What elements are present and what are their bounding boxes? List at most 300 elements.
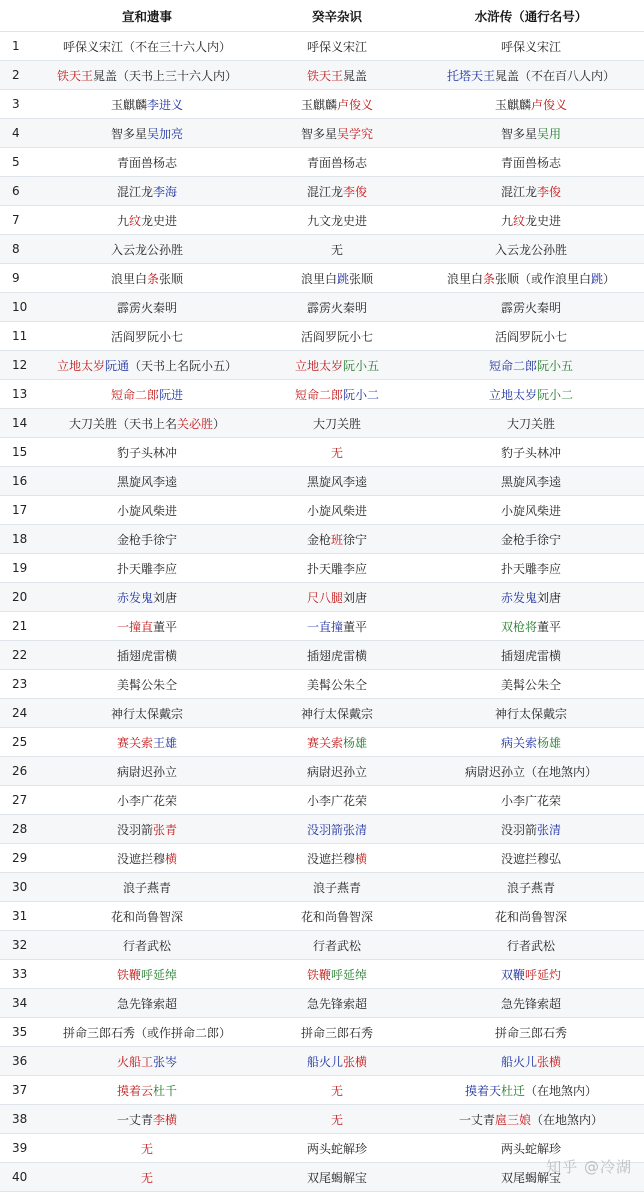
name-segment: 花和尚鲁智深 — [110, 909, 183, 924]
highlighted-name-segment: 铁鞭 — [116, 967, 141, 982]
name-segment: 徐宁 — [343, 532, 368, 547]
row-index: 15 — [12, 445, 28, 459]
table-row — [0, 989, 644, 1018]
table-row — [0, 960, 644, 989]
name-segment: 智多星 — [500, 126, 537, 141]
table-row — [0, 293, 644, 322]
table-row — [0, 670, 644, 699]
row-index: 8 — [12, 242, 20, 256]
cell-shuihu-zhuan — [418, 473, 644, 490]
row-index: 1 — [12, 39, 20, 53]
name-segment: 刘唐 — [537, 590, 562, 605]
row-index: 19 — [12, 561, 28, 575]
cell-shuihu-zhuan — [418, 966, 644, 983]
name-segment: 无 — [330, 242, 343, 257]
cell-xuanhe-yishi — [38, 937, 256, 954]
cell-xuanhe-yishi — [38, 415, 256, 432]
name-segment: （不在三十六人内） — [123, 39, 232, 54]
name-segment: 大刀关胜（天书上名 — [68, 416, 177, 431]
header-shuihu-zhuan: 水浒传（通行名号） — [474, 8, 588, 24]
name-segment: 小李广花荣 — [116, 793, 177, 808]
cell-shuihu-zhuan — [418, 241, 644, 258]
name-segment: 行者武松 — [122, 938, 171, 953]
row-index: 3 — [12, 97, 20, 111]
name-segment: 美髯公朱仝 — [306, 677, 367, 692]
name-segment: 一丈青 — [116, 1112, 153, 1127]
cell-shuihu-zhuan — [418, 850, 644, 867]
cell-shuihu-zhuan — [418, 415, 644, 432]
name-segment: 龙史进 — [525, 213, 562, 228]
highlighted-name-segment: 跳 — [591, 271, 604, 286]
row-index: 10 — [12, 300, 28, 314]
row-index: 13 — [12, 387, 28, 401]
table-row — [0, 206, 644, 235]
cell-xuanhe-yishi — [38, 531, 256, 548]
table-row — [0, 786, 644, 815]
name-segment: 急先锋索超 — [306, 996, 367, 1011]
row-index: 31 — [12, 909, 28, 923]
name-segment: 病尉迟孙立 — [306, 764, 367, 779]
cell-xuanhe-yishi — [38, 647, 256, 664]
name-segment: 拼命三郎石秀（或作拼命二郎） — [62, 1025, 231, 1040]
cell-xuanhe-yishi — [38, 821, 256, 838]
name-segment: 青面兽杨志 — [116, 155, 177, 170]
cell-shuihu-zhuan — [418, 96, 644, 113]
cell-xuanhe-yishi — [38, 1169, 256, 1186]
cell-guixin-zazhi — [256, 357, 418, 374]
highlighted-name-segment: 阮进 — [159, 387, 184, 402]
row-index: 27 — [12, 793, 28, 807]
highlighted-name-segment: 托塔天王 — [446, 68, 495, 83]
table-row — [0, 931, 644, 960]
highlighted-name-segment: 杨雄 — [343, 735, 368, 750]
table-row — [0, 844, 644, 873]
cell-xuanhe-yishi — [38, 676, 256, 693]
cell-xuanhe-yishi — [38, 1111, 256, 1128]
name-segment: 霹雳火秦明 — [500, 300, 561, 315]
cell-guixin-zazhi — [256, 415, 418, 432]
cell-shuihu-zhuan — [418, 67, 644, 84]
highlighted-name-segment: 阮小五 — [537, 358, 574, 373]
name-segment: 花和尚鲁智深 — [300, 909, 373, 924]
cell-xuanhe-yishi — [38, 183, 256, 200]
highlighted-name-segment: 李横 — [153, 1112, 178, 1127]
cell-shuihu-zhuan — [418, 1082, 644, 1099]
cell-shuihu-zhuan — [418, 357, 644, 374]
table-row — [0, 496, 644, 525]
name-segment: 两头蛇解珍 — [306, 1141, 367, 1156]
cell-guixin-zazhi — [256, 125, 418, 142]
highlighted-name-segment: 李俊 — [343, 184, 368, 199]
cell-guixin-zazhi — [256, 763, 418, 780]
name-segment: （不在百八人内） — [519, 68, 616, 83]
cell-shuihu-zhuan — [418, 502, 644, 519]
cell-guixin-zazhi — [256, 879, 418, 896]
row-index: 5 — [12, 155, 20, 169]
table-row — [0, 90, 644, 119]
highlighted-name-segment: 无 — [330, 1112, 343, 1127]
table-row — [0, 61, 644, 90]
highlighted-name-segment: 张岑 — [153, 1054, 178, 1069]
cell-xuanhe-yishi — [38, 850, 256, 867]
table-row — [0, 1018, 644, 1047]
cell-guixin-zazhi — [256, 589, 418, 606]
cell-shuihu-zhuan — [418, 937, 644, 954]
name-segment: 智多星 — [110, 126, 147, 141]
table-row — [0, 699, 644, 728]
name-segment: 青面兽杨志 — [306, 155, 367, 170]
highlighted-name-segment: 没羽箭张清 — [306, 822, 367, 837]
cell-xuanhe-yishi — [38, 908, 256, 925]
row-index: 4 — [12, 126, 20, 140]
cell-shuihu-zhuan — [418, 1024, 644, 1041]
name-segment: （在地煞内） — [531, 1112, 604, 1127]
highlighted-name-segment: 船火儿 — [306, 1054, 343, 1069]
name-segment: 急先锋索超 — [500, 996, 561, 1011]
highlighted-name-segment: 吴学究 — [337, 126, 374, 141]
name-segment: 急先锋索超 — [116, 996, 177, 1011]
name-segment: 浪里白 — [446, 271, 483, 286]
row-index: 23 — [12, 677, 28, 691]
name-segment: 张顺 — [349, 271, 374, 286]
highlighted-name-segment: 阮小二 — [537, 387, 574, 402]
name-segment: 霹雳火秦明 — [116, 300, 177, 315]
name-segment: 张顺 — [159, 271, 184, 286]
name-segment: 晁盖 — [343, 68, 368, 83]
highlighted-name-segment: 铁鞭 — [306, 967, 331, 982]
name-segment: 呼保义宋江 — [306, 39, 367, 54]
name-segment: 晁盖 — [494, 68, 519, 83]
table-row — [0, 525, 644, 554]
cell-shuihu-zhuan — [418, 1053, 644, 1070]
watermark: 知乎 @冷湖 — [546, 1158, 632, 1176]
highlighted-name-segment: 呼延绰 — [141, 967, 178, 982]
cell-guixin-zazhi — [256, 67, 418, 84]
row-index: 2 — [12, 68, 20, 82]
name-segment: 活阎罗阮小七 — [494, 329, 567, 344]
highlighted-name-segment: 铁天王 — [306, 68, 343, 83]
row-index: 7 — [12, 213, 20, 227]
cell-guixin-zazhi — [256, 966, 418, 983]
cell-shuihu-zhuan — [418, 328, 644, 345]
cell-shuihu-zhuan — [418, 792, 644, 809]
cell-shuihu-zhuan — [418, 560, 644, 577]
cell-xuanhe-yishi — [38, 995, 256, 1012]
cell-shuihu-zhuan — [418, 908, 644, 925]
name-segment: 花和尚鲁智深 — [494, 909, 567, 924]
cell-shuihu-zhuan — [418, 676, 644, 693]
table-row — [0, 409, 644, 438]
cell-guixin-zazhi — [256, 444, 418, 461]
highlighted-name-segment: 阮小二 — [343, 387, 380, 402]
name-segment: 黑旋风李逵 — [306, 474, 367, 489]
name-segment: 双尾蝎解宝 — [306, 1170, 367, 1185]
highlighted-name-segment: 阮小五 — [343, 358, 380, 373]
row-index: 28 — [12, 822, 28, 836]
highlighted-name-segment: 铁天王 — [56, 68, 93, 83]
highlighted-name-segment: 一撞直 — [116, 619, 153, 634]
highlighted-name-segment: 立地太岁 — [488, 387, 537, 402]
cell-shuihu-zhuan — [418, 589, 644, 606]
cell-shuihu-zhuan — [418, 734, 644, 751]
name-segment: 刘唐 — [343, 590, 368, 605]
name-segment: （天书上名阮小五） — [129, 358, 238, 373]
table-row — [0, 728, 644, 757]
cell-shuihu-zhuan — [418, 38, 644, 55]
row-index: 29 — [12, 851, 28, 865]
cell-guixin-zazhi — [256, 1111, 418, 1128]
cell-xuanhe-yishi — [38, 125, 256, 142]
cell-xuanhe-yishi — [38, 502, 256, 519]
highlighted-name-segment: 船火儿 — [500, 1054, 537, 1069]
row-index: 38 — [12, 1112, 28, 1126]
header-guixin-zazhi: 癸辛杂识 — [311, 8, 362, 24]
name-segment: 玉麒麟 — [494, 97, 531, 112]
name-segment: 龙史进 — [141, 213, 178, 228]
highlighted-name-segment: 张横 — [343, 1054, 368, 1069]
name-segment: 呼保义宋江 — [62, 39, 123, 54]
name-segment: 混江龙 — [116, 184, 153, 199]
highlighted-name-segment: 短命二郎 — [488, 358, 537, 373]
highlighted-name-segment: 呼延绰 — [331, 967, 368, 982]
cell-guixin-zazhi — [256, 1140, 418, 1157]
table-row — [0, 177, 644, 206]
name-segment: 黑旋风李逵 — [500, 474, 561, 489]
name-segment: 美髯公朱仝 — [116, 677, 177, 692]
table-body — [0, 32, 644, 1192]
cell-xuanhe-yishi — [38, 966, 256, 983]
name-segment: 小李广花荣 — [500, 793, 561, 808]
name-segment: 董平 — [343, 619, 368, 634]
cell-xuanhe-yishi — [38, 618, 256, 635]
row-index: 24 — [12, 706, 28, 720]
cell-xuanhe-yishi — [38, 1024, 256, 1041]
name-segment: 病尉迟孙立 — [116, 764, 177, 779]
highlighted-name-segment: 张清 — [537, 822, 562, 837]
name-segment: 大刀关胜 — [506, 416, 555, 431]
highlighted-name-segment: 李海 — [153, 184, 178, 199]
row-index: 37 — [12, 1083, 28, 1097]
highlighted-name-segment: 赛关索 — [306, 735, 343, 750]
row-index: 16 — [12, 474, 28, 488]
row-index: 17 — [12, 503, 28, 517]
name-segment: 九 — [500, 213, 513, 228]
name-segment: 浪子燕青 — [506, 880, 555, 895]
name-segment: 插翅虎雷横 — [116, 648, 177, 663]
name-segment: （在地煞内） — [525, 1083, 598, 1098]
cell-shuihu-zhuan — [418, 299, 644, 316]
name-segment: 玉麒麟 — [300, 97, 337, 112]
cell-xuanhe-yishi — [38, 96, 256, 113]
table-row — [0, 815, 644, 844]
cell-guixin-zazhi — [256, 937, 418, 954]
highlighted-name-segment: 无 — [140, 1141, 153, 1156]
highlighted-name-segment: 短命二郎 — [110, 387, 159, 402]
row-index: 21 — [12, 619, 28, 633]
name-segment: ） — [213, 416, 226, 431]
highlighted-name-segment: 摸着云 — [116, 1083, 153, 1098]
cell-guixin-zazhi — [256, 1053, 418, 1070]
name-segment: 小李广花荣 — [306, 793, 367, 808]
cell-shuihu-zhuan — [418, 386, 644, 403]
highlighted-name-segment: 杜千 — [153, 1083, 178, 1098]
highlighted-name-segment: 张青 — [153, 822, 178, 837]
name-segment: 小旋风柴进 — [116, 503, 177, 518]
cell-xuanhe-yishi — [38, 473, 256, 490]
cell-guixin-zazhi — [256, 241, 418, 258]
cell-xuanhe-yishi — [38, 763, 256, 780]
cell-xuanhe-yishi — [38, 792, 256, 809]
cell-guixin-zazhi — [256, 386, 418, 403]
row-index: 40 — [12, 1170, 28, 1184]
row-index: 22 — [12, 648, 28, 662]
cell-guixin-zazhi — [256, 473, 418, 490]
highlighted-name-segment: 无 — [330, 1083, 343, 1098]
highlighted-name-segment: 扈三娘 — [494, 1112, 531, 1127]
name-segment: 九 — [116, 213, 129, 228]
name-segment: 呼保义宋江 — [500, 39, 561, 54]
highlighted-name-segment: 一直撞 — [306, 619, 343, 634]
name-segment: 神行太保戴宗 — [494, 706, 567, 721]
cell-shuihu-zhuan — [418, 183, 644, 200]
name-segment: 入云龙公孙胜 — [110, 242, 183, 257]
cell-guixin-zazhi — [256, 299, 418, 316]
cell-xuanhe-yishi — [38, 1140, 256, 1157]
cell-shuihu-zhuan — [418, 821, 644, 838]
cell-xuanhe-yishi — [38, 734, 256, 751]
highlighted-name-segment: 条 — [482, 271, 495, 286]
cell-xuanhe-yishi — [38, 705, 256, 722]
table-row — [0, 438, 644, 467]
name-segment: 大刀关胜 — [312, 416, 361, 431]
name-segment: 双尾蝎解宝 — [500, 1170, 561, 1185]
cell-shuihu-zhuan — [418, 647, 644, 664]
table-row — [0, 612, 644, 641]
cell-xuanhe-yishi — [38, 560, 256, 577]
name-segment: 董平 — [537, 619, 562, 634]
row-index: 30 — [12, 880, 28, 894]
header-xuanhe-yishi: 宣和遗事 — [121, 8, 172, 24]
table-row — [0, 757, 644, 786]
cell-guixin-zazhi — [256, 96, 418, 113]
highlighted-name-segment: 火船工 — [116, 1054, 153, 1069]
name-segment: 刘唐 — [153, 590, 178, 605]
highlighted-name-segment: 条 — [146, 271, 159, 286]
cell-guixin-zazhi — [256, 560, 418, 577]
highlighted-name-segment: 张横 — [537, 1054, 562, 1069]
table-row — [0, 554, 644, 583]
name-segment: 扑天雕李应 — [116, 561, 177, 576]
cell-shuihu-zhuan — [418, 125, 644, 142]
cell-xuanhe-yishi — [38, 154, 256, 171]
row-index: 26 — [12, 764, 28, 778]
row-index: 33 — [12, 967, 28, 981]
name-segment: 董平 — [153, 619, 178, 634]
row-index: 18 — [12, 532, 28, 546]
highlighted-name-segment: 跳 — [336, 271, 349, 286]
highlighted-name-segment: 杜迁 — [500, 1083, 525, 1098]
highlighted-name-segment: 赤发鬼 — [500, 590, 537, 605]
table-row — [0, 641, 644, 670]
name-segment: 神行太保戴宗 — [300, 706, 373, 721]
name-segment: 浪里白 — [300, 271, 337, 286]
name-segment: 浪子燕青 — [312, 880, 361, 895]
highlighted-name-segment: 赤发鬼 — [116, 590, 153, 605]
name-segment: 行者武松 — [506, 938, 555, 953]
cell-guixin-zazhi — [256, 792, 418, 809]
cell-guixin-zazhi — [256, 212, 418, 229]
cell-guixin-zazhi — [256, 647, 418, 664]
name-segment: 两头蛇解珍 — [500, 1141, 561, 1156]
name-segment: 扑天雕李应 — [306, 561, 367, 576]
cell-guixin-zazhi — [256, 734, 418, 751]
cell-guixin-zazhi — [256, 38, 418, 55]
cell-shuihu-zhuan — [418, 879, 644, 896]
cell-shuihu-zhuan — [418, 1140, 644, 1157]
name-segment: 混江龙 — [306, 184, 343, 199]
cell-xuanhe-yishi — [38, 1082, 256, 1099]
table-row — [0, 32, 644, 61]
row-index: 9 — [12, 271, 20, 285]
name-segment: 扑天雕李应 — [500, 561, 561, 576]
highlighted-name-segment: 纹 — [512, 213, 525, 228]
cell-shuihu-zhuan — [418, 444, 644, 461]
highlighted-name-segment: 横 — [165, 851, 178, 866]
cell-guixin-zazhi — [256, 183, 418, 200]
name-segment: 小旋风柴进 — [500, 503, 561, 518]
highlighted-name-segment: 呼延灼 — [525, 967, 562, 982]
cell-guixin-zazhi — [256, 908, 418, 925]
name-segment: 行者武松 — [312, 938, 361, 953]
row-index: 25 — [12, 735, 28, 749]
name-segment: 没遮拦穆 — [116, 851, 165, 866]
table-row — [0, 351, 644, 380]
row-index: 11 — [12, 329, 28, 343]
name-segment: 浪里白 — [110, 271, 147, 286]
name-segment: 青面兽杨志 — [500, 155, 561, 170]
row-index: 6 — [12, 184, 20, 198]
cell-shuihu-zhuan — [418, 618, 644, 635]
name-segment: 金枪 — [306, 532, 331, 547]
name-segment: 插翅虎雷横 — [306, 648, 367, 663]
table-row — [0, 1105, 644, 1134]
row-index: 12 — [12, 358, 28, 372]
highlighted-name-segment: 纹 — [128, 213, 141, 228]
table-row — [0, 873, 644, 902]
cell-guixin-zazhi — [256, 531, 418, 548]
row-index: 34 — [12, 996, 28, 1010]
name-segment: 入云龙公孙胜 — [494, 242, 567, 257]
highlighted-name-segment: 李进义 — [147, 97, 184, 112]
highlighted-name-segment: 双鞭 — [500, 967, 525, 982]
cell-xuanhe-yishi — [38, 357, 256, 374]
highlighted-name-segment: 病关索 — [500, 735, 537, 750]
table-header-row — [0, 0, 644, 32]
cell-xuanhe-yishi — [38, 1053, 256, 1070]
cell-xuanhe-yishi — [38, 328, 256, 345]
cell-xuanhe-yishi — [38, 67, 256, 84]
cell-guixin-zazhi — [256, 1082, 418, 1099]
name-segment: 活阎罗阮小七 — [300, 329, 373, 344]
name-segment: 金枪手徐宁 — [500, 532, 561, 547]
table-row — [0, 119, 644, 148]
name-segment: 没遮拦穆弘 — [500, 851, 561, 866]
cell-shuihu-zhuan — [418, 763, 644, 780]
name-segment: 小旋风柴进 — [306, 503, 367, 518]
highlighted-name-segment: 王雄 — [153, 735, 178, 750]
row-index: 20 — [12, 590, 28, 604]
row-index: 14 — [12, 416, 28, 430]
